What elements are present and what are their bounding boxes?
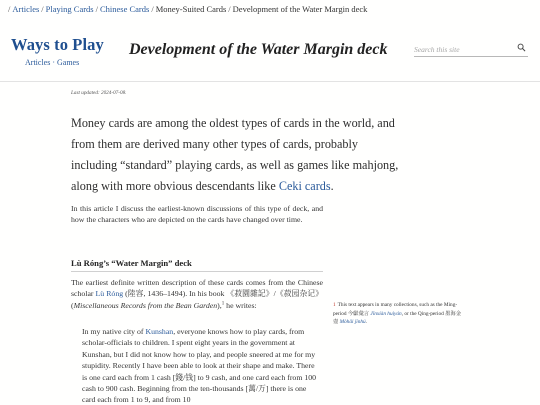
breadcrumb-separator: / — [151, 4, 154, 14]
nav-articles-link[interactable]: Articles — [25, 58, 51, 67]
description-paragraph — [71, 277, 323, 311]
sidenote-text: , or the Qing-period 墨海金壺 — [333, 310, 462, 326]
sidenote-text: . — [365, 319, 367, 326]
sidenote-romanization: Mòhǎi jīnhú — [339, 319, 366, 326]
quote-text: , everyone knows how to play cards, from scholar-officials to children. I spent eight years in the government at Kunshan, but I did not know how to play, and people sneered at me for my stupidity. Recently I have been able to look at their shape and make. There is one card each from 1 cash [錢/钱] to 9 cash, and one card each from 100 cash to 900 cash. Beginning from the ten-thousands [萬/万] there is one card each from 1 to 9, and from 10 — [82, 327, 317, 405]
para-text: (陸容, 1436–1494). In his book 《菽園雜記》/《菽园杂记》 ( — [71, 289, 323, 310]
para-text: The earliest definite written description of these cards comes from the Chinese scholar — [71, 278, 323, 299]
breadcrumb — [6, 4, 367, 14]
para-text: ), — [217, 300, 222, 310]
site-header — [0, 20, 540, 82]
last-updated: Last updated: 2024-07-08. — [71, 90, 127, 96]
site-nav — [25, 58, 79, 67]
lead-paragraph — [71, 113, 401, 197]
breadcrumb-separator: / — [95, 4, 98, 14]
para-text: he writes: — [224, 300, 257, 310]
breadcrumb-chinese-cards-link[interactable]: Chinese Cards — [99, 4, 150, 14]
kunshan-link[interactable]: Kunshan — [145, 327, 174, 336]
block-quote — [82, 326, 320, 405]
sidenote-number: 1 — [333, 302, 336, 308]
breadcrumb-money-suited-cards: Money-Suited Cards — [155, 4, 227, 14]
lead-text: Money cards are among the oldest types of cards in the world, and from them are derived many other types of cards, probably including “standard” playing cards, as well as games like mahjong, along with more obvious descendants like — [71, 116, 399, 193]
intro-paragraph: In this article I discuss the earliest-known discussions of this type of deck, and how the characters who are depicted on the cards have changed over time. — [71, 204, 323, 225]
page-title: Development of the Water Margin deck — [129, 41, 388, 58]
nav-separator: · — [52, 58, 55, 67]
footnote-ref[interactable]: 1 — [221, 301, 225, 307]
breadcrumb-separator: / — [8, 4, 11, 14]
quote-text: In my native city of — [82, 327, 146, 336]
breadcrumb-playing-cards-link[interactable]: Playing Cards — [45, 4, 94, 14]
breadcrumb-separator: / — [41, 4, 44, 14]
book-title: Miscellaneous Records from the Bean Garden — [73, 300, 218, 310]
site-logo-link[interactable]: Ways to Play — [11, 35, 104, 54]
search-icon[interactable] — [517, 43, 526, 52]
nav-games-link[interactable]: Games — [57, 58, 80, 67]
breadcrumb-current-page: Development of the Water Margin deck — [232, 4, 368, 14]
sidenote — [333, 301, 465, 327]
search-box — [414, 45, 528, 57]
breadcrumb-articles-link[interactable]: Articles — [12, 4, 40, 14]
lu-rong-link[interactable]: Lù Róng — [95, 289, 124, 299]
breadcrumb-separator: / — [228, 4, 231, 14]
sidenote-romanization: Jīnxiàn huìyán — [370, 310, 402, 317]
search-input[interactable] — [414, 43, 514, 55]
section-heading: Lù Róng’s “Water Margin” deck — [71, 258, 323, 272]
sidenote-text: This text appears in many collections, such as the Ming-period 今獻彙言 — [333, 302, 458, 317]
ceki-cards-link[interactable]: Ceki cards — [278, 179, 331, 193]
lead-end: . — [330, 179, 334, 193]
